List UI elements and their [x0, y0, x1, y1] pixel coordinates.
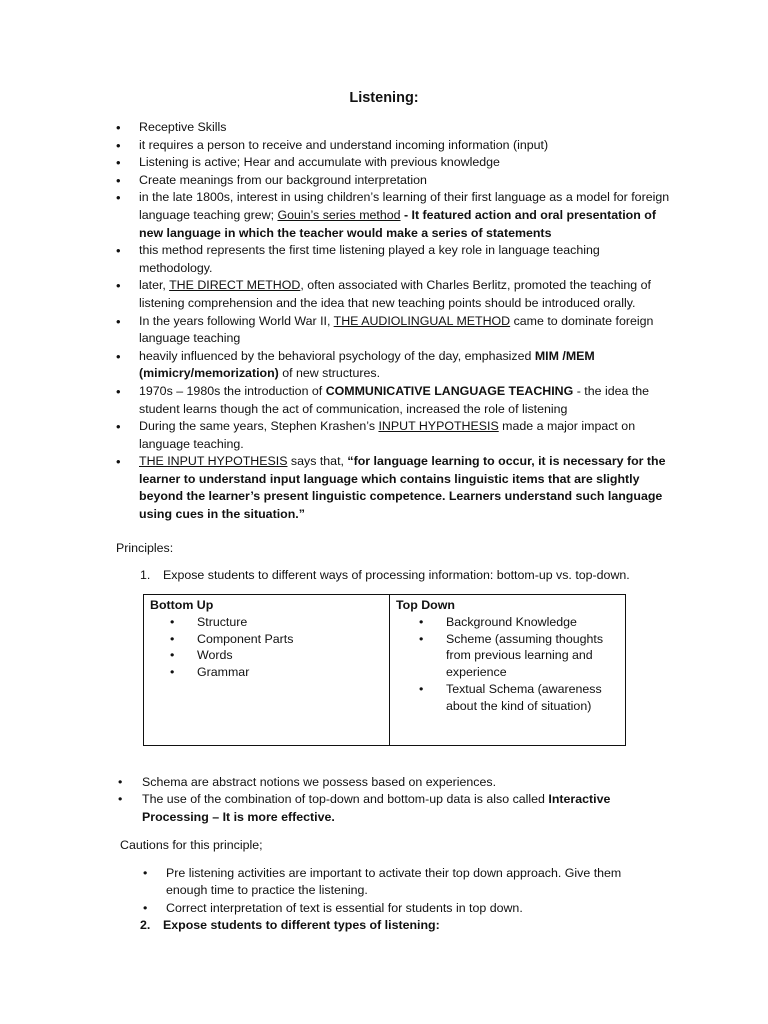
- bullet-item: [116, 277, 676, 312]
- bottom-up-top-down-table: [143, 594, 626, 746]
- top-down-item: • Scheme (assuming thoughts from previous learning and experience: [419, 631, 619, 681]
- bottom-up-item: • Words: [170, 647, 383, 664]
- schema-bullet-list: [118, 774, 678, 826]
- bullet-item-text: INPUT HYPOTHESIS: [378, 419, 499, 434]
- bullet-item-text: - the idea the student learns though the act of communication, increased the role of listening: [139, 383, 650, 416]
- bullet-item-text: During the same years, Stephen Krashen’s: [139, 419, 379, 434]
- bullet-item-text: - It featured action and oral presentation of new language in which the teacher would make a series of statements: [139, 207, 656, 240]
- bullet-item: [116, 172, 676, 190]
- principle-1: [140, 568, 630, 582]
- schema-bullet-item: [118, 774, 678, 791]
- top-down-list: [419, 614, 619, 715]
- bottom-up-item: • Structure: [170, 614, 383, 631]
- schema-bullet-item-text: The use of the combination of top-down and bottom-up data is also called: [142, 792, 549, 807]
- bullet-item-text: Receptive Skills: [139, 120, 227, 134]
- bullet-item-text: Listening is active; Hear and accumulate with previous knowledge: [139, 155, 500, 170]
- caution-item: • Pre listening activities are important to activate their top down approach. Give them enough time to practice the listening.: [143, 865, 663, 900]
- schema-bullet-item-text: Interactive Processing – It is more effective.: [142, 792, 611, 824]
- bullet-item: [116, 189, 676, 242]
- bullet-item-text: heavily influenced by the behavioral psychology of the day, emphasized: [139, 348, 535, 363]
- bullet-item: [116, 154, 676, 172]
- bullet-item-text: it requires a person to receive and understand incoming information (input): [139, 137, 549, 152]
- bullet-item: [116, 119, 676, 137]
- bullet-item-text: THE AUDIOLINGUAL METHOD: [333, 313, 511, 328]
- top-down-item: • Background Knowledge: [419, 614, 619, 631]
- bullet-item-text: in the late 1800s, interest in using children’s learning of their first language as a model for foreign language teaching grew;: [139, 190, 670, 222]
- cautions-heading: Cautions for this principle;: [120, 838, 263, 852]
- bullet-item-text: later,: [139, 278, 170, 293]
- bullet-item-text: MIM /MEM (mimicry/memorization): [139, 348, 595, 381]
- history-bullet-list: [116, 119, 676, 524]
- bullet-item-text: came to dominate foreign language teaching: [139, 313, 654, 346]
- bullet-item-text: Create meanings from our background interpretation: [139, 172, 427, 187]
- bullet-item-text: 1970s – 1980s the introduction of: [139, 383, 326, 398]
- bullet-item: [116, 348, 676, 383]
- bullet-item: [116, 313, 676, 348]
- page-title: Listening:: [349, 90, 419, 106]
- bottom-up-item: • Grammar: [170, 664, 383, 681]
- bullet-item-text: of new structures.: [278, 366, 381, 381]
- schema-bullet-item: [118, 791, 678, 826]
- bullet-item: [116, 242, 676, 277]
- bullet-item-text: THE INPUT HYPOTHESIS: [139, 454, 288, 469]
- principle-2: [140, 918, 440, 932]
- caution-item: • Correct interpretation of text is essential for students in top down.: [143, 900, 663, 917]
- bottom-up-list: [170, 614, 383, 681]
- bullet-item-text: “for language learning to occur, it is necessary for the learner to understand input language which contains linguistic items that are slightly beyond the learner’s present linguistic competence. Learners understand such language using cues in the situation.”: [139, 454, 666, 522]
- principle-2-text: Expose students to different types of listening:: [163, 918, 440, 932]
- bullet-item-text: says that,: [287, 454, 348, 469]
- bullet-item-text: THE DIRECT METHOD: [169, 278, 301, 293]
- bullet-item-text: COMMUNICATIVE LANGUAGE TEACHING: [325, 383, 574, 398]
- bottom-up-header: Bottom Up: [150, 598, 214, 612]
- bottom-up-column: [144, 595, 390, 746]
- cautions-list: [143, 865, 663, 917]
- principles-heading: Principles:: [116, 541, 174, 555]
- principle-1-number: 1.: [140, 568, 151, 582]
- top-down-column: [390, 595, 626, 746]
- principle-2-number: 2.: [140, 918, 151, 932]
- bottom-up-item: • Component Parts: [170, 631, 383, 648]
- bullet-item: [116, 418, 676, 453]
- bullet-item: [116, 383, 676, 418]
- bullet-item-text: In the years following World War II,: [139, 313, 334, 328]
- bullet-item-text: Gouin’s series method: [277, 207, 401, 222]
- principle-1-text: Expose students to different ways of processing information: bottom-up vs. top-down.: [163, 568, 630, 582]
- top-down-header: Top Down: [396, 598, 455, 612]
- bullet-item-text: , often associated with Charles Berlitz, promoted the teaching of listening comprehension and the idea that new teaching points should be introduced orally.: [139, 278, 651, 310]
- bullet-item: [116, 453, 676, 523]
- bullet-item-text: made a major impact on language teaching.: [139, 419, 636, 451]
- bullet-item-text: this method represents the first time listening played a key role in language teaching methodology.: [139, 243, 600, 275]
- schema-bullet-item-text: Schema are abstract notions we possess based on experiences.: [142, 775, 497, 789]
- bullet-item: [116, 137, 676, 155]
- top-down-item: • Textual Schema (awareness about the kind of situation): [419, 681, 619, 715]
